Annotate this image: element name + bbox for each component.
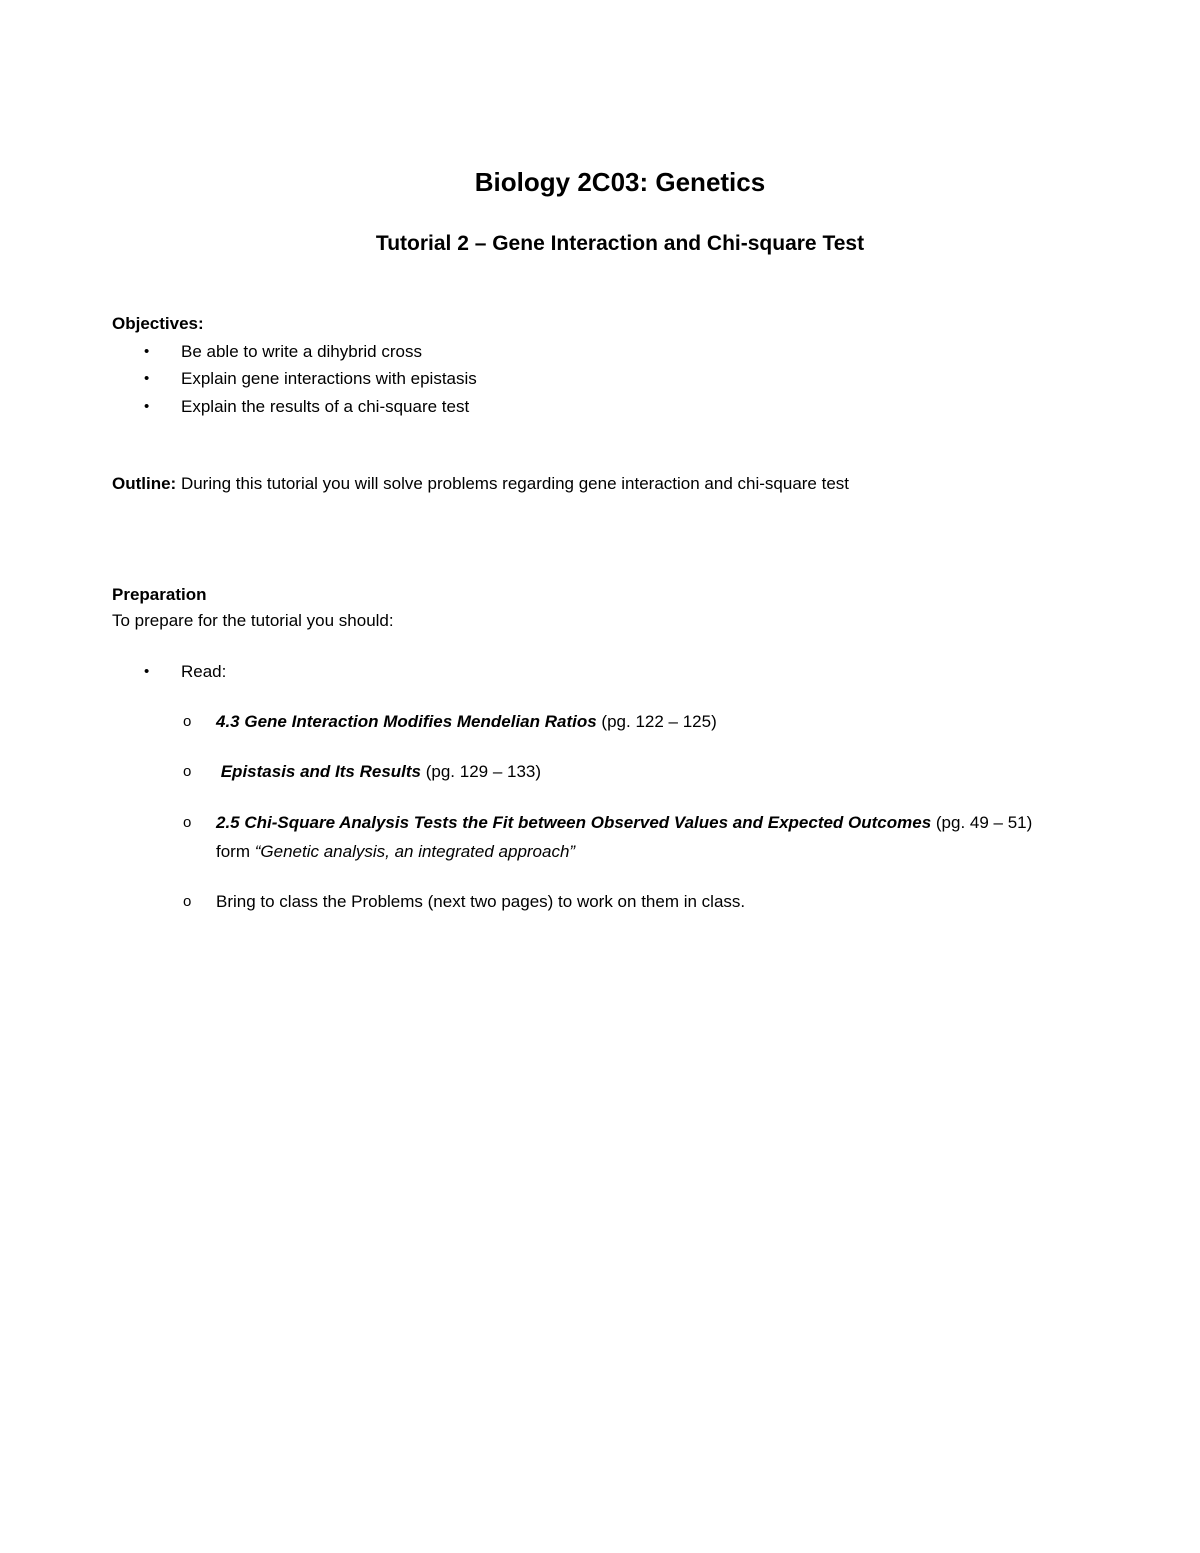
reading-pages: (pg. 129 – 133) bbox=[421, 762, 542, 781]
sub-bullet-icon: o bbox=[183, 763, 192, 780]
reading-source-prefix: form bbox=[216, 842, 255, 861]
document-title: Biology 2C03: Genetics bbox=[474, 167, 766, 197]
outline-paragraph bbox=[112, 472, 849, 496]
objective-item: Be able to write a dihybrid cross bbox=[181, 342, 422, 361]
bullet-icon: • bbox=[144, 343, 150, 360]
bullet-icon: • bbox=[144, 370, 150, 387]
reading-item bbox=[216, 811, 1032, 835]
reading-title: 4.3 Gene Interaction Modifies Mendelian Ratios bbox=[216, 712, 597, 731]
reading-title: 2.5 Chi-Square Analysis Tests the Fit between Observed Values and Expected Outcomes bbox=[216, 813, 932, 832]
preparation-heading: Preparation bbox=[112, 585, 207, 604]
reading-source-title: “Genetic analysis, an integrated approach” bbox=[254, 842, 576, 861]
final-item: Bring to class the Problems (next two pages) to work on them in class. bbox=[216, 892, 746, 911]
objective-item: Explain the results of a chi-square test bbox=[181, 397, 470, 416]
objectives-heading: Objectives: bbox=[112, 314, 204, 333]
objective-item: Explain gene interactions with epistasis bbox=[181, 369, 477, 388]
sub-bullet-icon: o bbox=[183, 713, 192, 730]
read-label: Read: bbox=[181, 662, 227, 681]
reading-pages: (pg. 122 – 125) bbox=[596, 712, 717, 731]
bullet-icon: • bbox=[144, 663, 150, 680]
bullet-icon: • bbox=[144, 398, 150, 415]
reading-source bbox=[216, 840, 575, 864]
sub-bullet-icon: o bbox=[183, 814, 192, 831]
preparation-intro: To prepare for the tutorial you should: bbox=[112, 611, 394, 630]
outline-text: During this tutorial you will solve problems regarding gene interaction and chi-square test bbox=[176, 474, 850, 493]
reading-item bbox=[216, 760, 541, 784]
reading-title: Epistasis and Its Results bbox=[216, 762, 422, 781]
document-subtitle: Tutorial 2 – Gene Interaction and Chi-square Test bbox=[375, 232, 865, 255]
outline-label: Outline: bbox=[112, 474, 177, 493]
sub-bullet-icon: o bbox=[183, 893, 192, 910]
reading-pages: (pg. 49 – 51) bbox=[931, 813, 1033, 832]
reading-item bbox=[216, 710, 717, 734]
